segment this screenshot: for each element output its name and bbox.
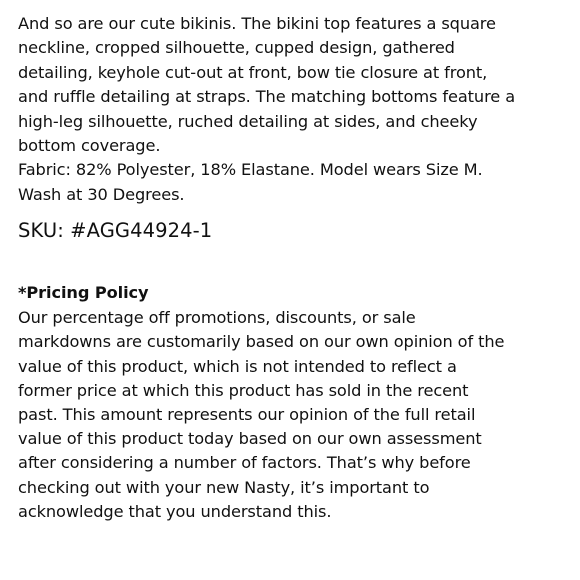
policy-line: value of this product, which is not intended to reflect a xyxy=(18,356,457,376)
description-line: detailing, keyhole cut-out at front, bow tie closure at front, xyxy=(18,62,488,82)
policy-line: value of this product today based on our own assessment xyxy=(18,429,482,449)
care-info-line: Wash at 30 Degrees. xyxy=(18,184,185,204)
policy-line: checking out with your new Nasty, it’s important to xyxy=(18,477,430,497)
pricing-policy-text xyxy=(18,306,566,524)
product-description-page xyxy=(18,12,566,524)
description-line: bottom coverage. xyxy=(18,136,161,156)
fabric-info-line: Fabric: 82% Polyester, 18% Elastane. Model wears Size M. xyxy=(18,160,483,180)
policy-line: markdowns are customarily based on our own opinion of the xyxy=(18,332,505,352)
description-line: And so are our cute bikinis. The bikini top features a square xyxy=(18,14,496,33)
policy-line: former price at which this product has sold in the recent xyxy=(18,380,469,400)
description-line: high-leg silhouette, ruched detailing at sides, and cheeky xyxy=(18,111,478,131)
description-line: neckline, cropped silhouette, cupped design, gathered xyxy=(18,38,455,58)
policy-line: past. This amount represents our opinion of the full retail xyxy=(18,405,476,425)
sku-label: SKU: #AGG44924-1 xyxy=(18,219,213,243)
product-description xyxy=(18,12,566,207)
policy-line: after considering a number of factors. That’s why before xyxy=(18,453,471,473)
description-line: and ruffle detailing at straps. The matching bottoms feature a xyxy=(18,87,516,107)
pricing-policy-title: *Pricing Policy xyxy=(18,283,149,303)
policy-line: acknowledge that you understand this. xyxy=(18,501,332,521)
policy-line: Our percentage off promotions, discounts, or sale xyxy=(18,308,416,328)
